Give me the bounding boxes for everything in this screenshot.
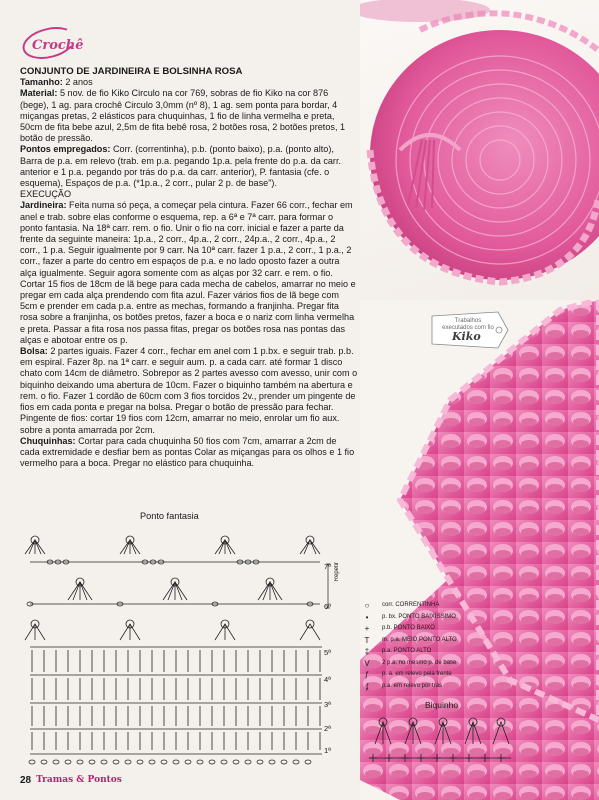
material-value: 5 nov. de fio Kiko Circulo na cor 769, sobras de fio Kiko na cor 876 (bege), 1 ag. para crochê Circulo 3,0mm (nº 8), 1 ag. sem ponta para bordar, 4 miçangas pretas, 2 elásticos para chuquinhas, 1 fio de linha vermelha e preta, 50cm de fita bebe azul, 2,5m de fita bebê rosa, 2 botões rosa, 2 botões pretos, 1 botão de pressão.	[20, 88, 346, 144]
jardineira-label: Jardineira:	[20, 200, 67, 211]
legend-text: p.a. PONTO ALTO	[382, 648, 432, 654]
back-post-symbol-icon: ʄ	[365, 681, 369, 691]
v-stitch-symbol-icon: V	[364, 658, 370, 668]
yarn-brand-tag	[428, 310, 510, 350]
chuquinhas-value: Cortar para cada chuquinha 50 fios com 7cm, amarrar a 2cm de cada extremidade e desfiar bem as pontas Colar as miçangas para os olhos e 1 fio vermelho para a boca. Pregar no elástico para chuquinha.	[20, 435, 355, 469]
repeat-label: Repetir	[334, 562, 340, 582]
legend-row	[356, 612, 496, 624]
legend-text: 2 p.a. no mesmo p. de base	[382, 659, 457, 666]
legend-row	[356, 669, 496, 681]
photo-bag	[360, 0, 599, 300]
points-value: Corr. (correntinha), p.b. (ponto baixo), p.a. (ponto alto), Barra de p.a. em relevo (trab. em p.a. pegando 1p.a. pela frente do p.a. da carr. anterior e 1 p.a. pegando por trás do p.a. da carr. anterior), P. fantasia (cfe. o esquema), Espaços de p.a. (*1p.a., 2 corr., pular 2 p. de base").	[20, 144, 342, 189]
single-crochet-symbol-icon: +	[364, 624, 370, 633]
chuquinhas-label: Chuquinhas:	[20, 435, 76, 446]
legend-row	[356, 681, 496, 693]
pattern-title: CONJUNTO DE JARDINEIRA E BOLSINHA ROSA	[20, 66, 243, 77]
picot-title: Biquinho	[425, 700, 459, 710]
bolsa-value: 2 partes iguais. Fazer 4 corr., fechar em anel com 1 p.bx. e seguir trab. p.b. em espiral. Fazer 8p. na 1ª carr. e seguir aum. p. a cada carr. até formar 1 disco chato com 14cm de diâmetro. Sobrepor as 2 partes avesso com avesso, unir com o biquinho deixando uma abertura de 10cm. Fazer o biquinho também na abertura e rem. o fio. Fazer 1 cordão de 60cm com 3 fios torcidos 2v., prender um pingente de fios em cada ponta e pregar na bolsa. Pregar o botão de pressão para fechar. Pingente de fios: cortar 19 fios com 12cm, amarrar no meio, enrolar um fio aux. sobre a ponta amarrada por 2cm.	[20, 346, 358, 435]
tag-text: Trabalhos executados com fio	[442, 318, 494, 331]
diagram-row-labels	[324, 522, 354, 772]
stitch-diagram	[10, 522, 350, 772]
legend-text: p. bx. PONTO BAIXÍSSIMO	[382, 613, 456, 620]
post-stitch-rows	[30, 647, 322, 754]
points-label: Pontos empregados:	[20, 144, 111, 155]
page-number: 28	[20, 774, 32, 786]
row-label-1: 1ª	[324, 746, 331, 755]
half-double-symbol-icon: T	[364, 635, 370, 645]
double-crochet-symbol-icon: ‡	[364, 647, 370, 656]
page-footer	[20, 772, 122, 788]
row-label-2: 2ª	[324, 724, 331, 733]
chain-row-top	[30, 560, 320, 564]
legend-text: corr. CORRENTINHA	[382, 602, 440, 608]
base-chain	[29, 760, 311, 764]
lower-fan-row	[25, 620, 320, 640]
row-label-4: 4ª	[324, 675, 331, 684]
material-label: Material:	[20, 88, 58, 99]
legend-row	[356, 623, 496, 635]
size-label: Tamanho:	[20, 77, 63, 88]
bolsa-label: Bolsa:	[20, 346, 48, 357]
jardineira-value: Feita numa só peça, a começar pela cintura. Fazer 66 corr., fechar em anel e trab. sobre elas conforme o esquema, rep. a 6ª e 7ª carr. para formar o ponto fantasia. Na 18ª carr. rem. o fio. Unir o fio na corr. inicial e fazer a parte da frente da seguinte maneira: 1p.a., 2 corr., 4p.a., 2 corr., 24p.a., 2 corr., 4p.a., 2 corr., 1 p.a. Seguir igualmente por 9 carr. Na 10ª carr. fazer 1 p.a., 2 corr., 1 p.a., 2 corr., fazer a parte do centro em espaços de p.a. e no lado oposto fazer a outra alça igualmente. Seguir agora somente com as alças por 32 carr. e rem. o fio.	[20, 200, 353, 278]
row-label-3: 3ª	[324, 700, 331, 709]
stitch-legend	[356, 600, 496, 692]
legend-row	[356, 646, 496, 658]
pattern-instructions	[20, 66, 358, 469]
size-line	[20, 77, 358, 88]
execution-heading: EXECUÇÃO	[20, 189, 72, 200]
legend-text: m. p.a. MEIO PONTO ALTO	[382, 636, 457, 643]
tag-brand: Kiko	[452, 330, 481, 343]
legend-row	[356, 635, 496, 647]
picot-diagram	[365, 712, 515, 767]
chain-symbol-icon: ○	[364, 601, 370, 610]
row-label-7: 7ª	[324, 562, 331, 571]
material-paragraph	[20, 88, 358, 144]
hair-paragraph: Cortar 15 fios de 18cm de lã bege para cada mecha de cabelos, amarrar no meio e pregar em cada alça prendendo com fita azul. Fazer vários fios de lã bege com 5cm e prender em cada p.a. entre as mechas, formando a franjinha. Pregar fita rosa sobre a franjinha, os botões pretos, fazer a boca e o nariz com linha vermelha e preta. Passar a fita rosa nos passa fitas, pregar os botões rosa nas pontas das alças e abotoar entre os p.	[20, 278, 356, 345]
legend-text: p.b. PONTO BAIXO	[382, 625, 435, 631]
row-label-6: 6ª	[324, 602, 331, 611]
chuquinhas-paragraph	[20, 436, 358, 470]
logo-text: Crochê	[32, 38, 84, 53]
magazine-logo	[22, 26, 82, 62]
legend-text: p. a. em relevo pela frente	[382, 671, 452, 677]
front-post-symbol-icon: ƒ	[364, 670, 370, 679]
magazine-name: Tramas & Pontos	[36, 775, 122, 785]
crochet-bag-image	[360, 0, 599, 300]
legend-text: p.a. em relevo por trás	[382, 682, 443, 689]
legend-row	[356, 658, 496, 670]
size-value: 2 anos	[65, 77, 93, 88]
chain-row-mid	[27, 602, 320, 606]
top-fan-row	[25, 536, 320, 554]
legend-row	[356, 600, 496, 612]
bolsa-paragraph	[20, 346, 358, 436]
diagram-title: Ponto fantasia	[140, 511, 199, 521]
middle-fan-row	[68, 578, 282, 600]
slip-stitch-symbol-icon: •	[365, 612, 369, 622]
row-label-5: 5ª	[324, 648, 331, 657]
jardineira-paragraph	[20, 200, 358, 278]
points-paragraph	[20, 144, 358, 189]
